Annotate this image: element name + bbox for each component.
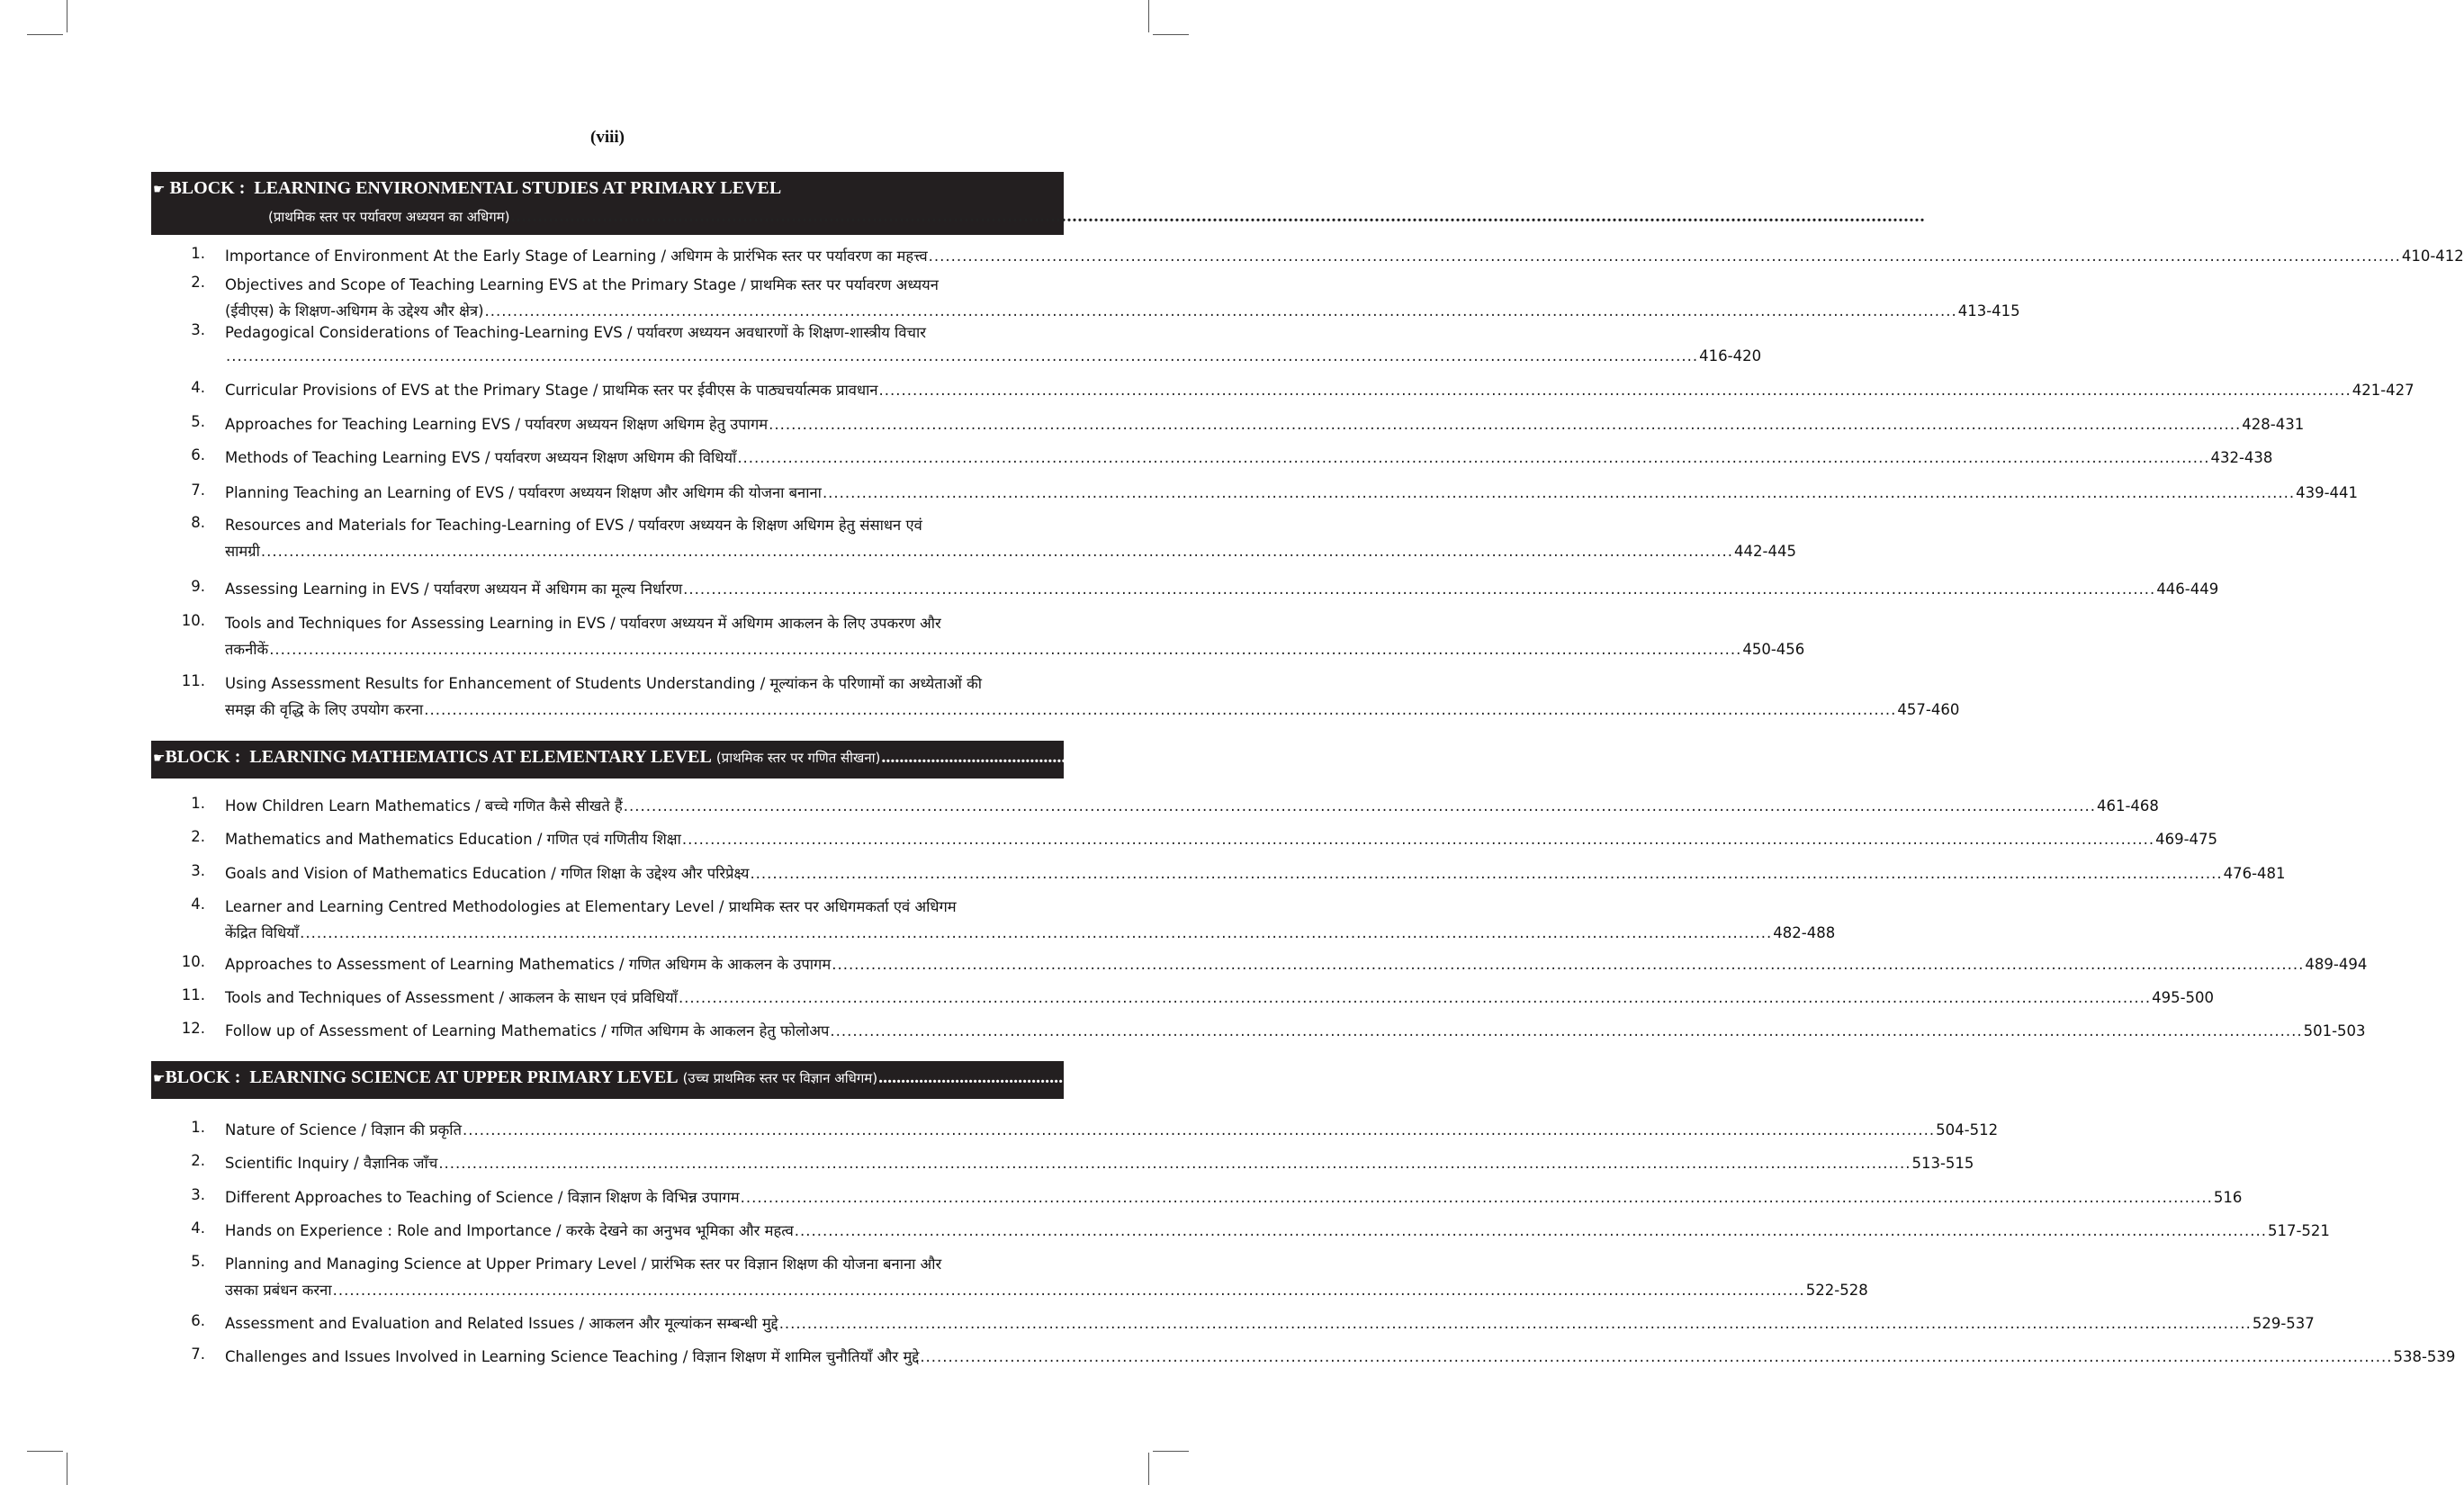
block-header	[151, 1061, 1201, 1099]
toc-entry[interactable]	[171, 795, 2159, 821]
entry-title: Mathematics and Mathematics Education / गणित एवं गणितीय शिक्षा	[225, 831, 681, 848]
block-subtitle-line	[268, 206, 1987, 227]
entry-title-line	[225, 1253, 1058, 1274]
toc-entry[interactable]	[171, 245, 2464, 271]
entry-title: Pedagogical Considerations of Teaching-Learning EVS / पर्यावरण अध्ययन अवधारणों के शिक्षण-शास्त्रीय विचार	[225, 324, 926, 341]
entry-title-line	[225, 922, 1836, 942]
toc-entry[interactable]	[171, 896, 1836, 948]
toc-entry[interactable]	[171, 1186, 2243, 1212]
entry-title-line	[225, 514, 1058, 535]
pointing-hand-icon: ☛	[153, 750, 166, 766]
entry-title: तकनीकें	[225, 641, 269, 658]
entry-title-line	[225, 1020, 2366, 1040]
leader-dots	[438, 1155, 1911, 1172]
entry-title-line	[225, 698, 1960, 719]
block-subtitle: (प्राथमिक स्तर पर पर्यावरण अध्ययन का अधिगम)	[268, 209, 510, 225]
entry-title: Follow up of Assessment of Learning Mathematics / गणित अधिगम के आकलन हेतु फोलोअप	[225, 1022, 830, 1040]
entry-title: Learner and Learning Centred Methodologies at Elementary Level / प्राथमिक स्तर पर अधिगमकर्ता एवं अधिगम	[225, 898, 957, 915]
crop-mark	[1153, 1451, 1189, 1452]
block-pages: 504-539	[1140, 1067, 1201, 1087]
crop-mark	[27, 34, 63, 35]
toc-entry[interactable]	[171, 1152, 1974, 1178]
toc-entry[interactable]	[171, 274, 2020, 326]
entry-pages: 410-412	[2401, 248, 2464, 265]
entry-pages: 482-488	[1773, 924, 1836, 941]
entry-pages: 439-441	[2296, 484, 2359, 501]
entry-pages: 516	[2213, 1189, 2243, 1206]
toc-entry[interactable]	[171, 379, 2415, 405]
leader-dots	[750, 865, 2222, 882]
entry-title: Planning Teaching an Learning of EVS / पर्यावरण अध्ययन शिक्षण और अधिगम की योजना बनाना	[225, 484, 822, 501]
entry-title: Planning and Managing Science at Upper Primary Level / प्रारंभिक स्तर पर विज्ञान शिक्षण की योजना बनाना और	[225, 1256, 942, 1273]
entry-title: (ईवीएस) के शिक्षण-अधिगम के उद्देश्य और क्षेत्र)	[225, 302, 484, 320]
entry-number: 4.	[191, 896, 205, 913]
block-title-line	[153, 747, 1204, 768]
entry-number: 3.	[191, 321, 205, 338]
entry-title-line	[225, 672, 1058, 693]
block-label: BLOCK :	[165, 1067, 241, 1087]
toc-entry[interactable]	[171, 612, 1805, 664]
entry-title: Importance of Environment At the Early Stage of Learning / अधिगम के प्रारंभिक स्तर पर पर्यावरण का महत्त्व	[225, 248, 928, 265]
block-title: LEARNING ENVIRONMENTAL STUDIES AT PRIMARY LEVEL	[254, 178, 782, 198]
entry-number: 1.	[191, 245, 205, 262]
crop-mark	[1153, 34, 1189, 35]
entry-number: 12.	[181, 1020, 205, 1037]
block-title: LEARNING SCIENCE AT UPPER PRIMARY LEVEL	[249, 1067, 679, 1087]
entry-title-line	[225, 321, 1058, 342]
entry-title-line	[225, 795, 2159, 815]
entry-title: Challenges and Issues Involved in Learning Science Teaching / विज्ञान शिक्षण में शामिल चुनौतियाँ और मुद्दे	[225, 1348, 920, 1365]
entry-title-line	[225, 828, 2218, 849]
entry-number: 5.	[191, 413, 205, 430]
pointing-hand-icon: ☛	[153, 181, 166, 197]
entry-title: Curricular Provisions of EVS at the Primary Stage / प्राथमिक स्तर पर ईवीएस के पाठ्यचर्यात्मक प्रावधान	[225, 382, 878, 399]
block-label: BLOCK :	[165, 747, 241, 767]
entry-pages: 495-500	[2152, 989, 2215, 1006]
entry-title: समझ की वृद्धि के लिए उपयोग करना	[225, 701, 424, 718]
entry-number: 6.	[191, 1312, 205, 1329]
entry-title: Approaches to Assessment of Learning Mathematics / गणित अधिगम के आकलन के उपागम	[225, 956, 832, 973]
leader-dots	[879, 382, 2352, 399]
block-header	[151, 741, 1204, 778]
leader-dots	[333, 1282, 1805, 1299]
page-number: (viii)	[590, 128, 625, 147]
entry-pages: 446-449	[2156, 580, 2219, 598]
entry-pages: 504-512	[1936, 1121, 1999, 1138]
block-pages: 461-503	[1143, 747, 1204, 767]
entry-title: Nature of Science / विज्ञान की प्रकृति	[225, 1121, 462, 1138]
entry-number: 10.	[181, 953, 205, 970]
leader-dots	[830, 1022, 2302, 1040]
toc-entry[interactable]	[171, 482, 2359, 508]
leader-dots: ..........................................................	[881, 747, 1143, 767]
entry-number: 5.	[191, 1253, 205, 1270]
entry-title-line	[225, 896, 1058, 916]
leader-dots	[920, 1348, 2392, 1365]
block-pages: 410-460	[1926, 206, 1987, 226]
entry-number: 2.	[191, 828, 205, 845]
entry-title-line	[225, 413, 2305, 434]
entry-pages: 432-438	[2210, 449, 2273, 466]
entry-pages: 501-503	[2303, 1022, 2366, 1040]
leader-dots	[929, 248, 2401, 265]
entry-pages: 421-427	[2352, 382, 2415, 399]
leader-dots	[424, 701, 1896, 718]
block-header	[151, 172, 1987, 235]
leader-dots	[683, 580, 2155, 598]
entry-title: उसका प्रबंधन करना	[225, 1282, 332, 1299]
entry-pages: 522-528	[1805, 1282, 1868, 1299]
entry-title-line	[225, 638, 1805, 659]
entry-title-line	[225, 300, 2020, 320]
entry-title: Assessing Learning in EVS / पर्यावरण अध्ययन में अधिगम का मूल्य निर्धारण	[225, 580, 683, 598]
entry-number: 4.	[191, 379, 205, 396]
entry-title-line	[225, 245, 2464, 266]
entry-title-line	[225, 578, 2219, 598]
entry-title: सामग्री	[225, 543, 260, 560]
entry-pages: 457-460	[1897, 701, 1960, 718]
entry-pages: 476-481	[2223, 865, 2286, 882]
entry-number: 2.	[191, 274, 205, 291]
crop-mark	[1148, 1453, 1149, 1485]
entry-pages: 450-456	[1742, 641, 1805, 658]
entry-title: केंद्रित विधियाँ	[225, 924, 300, 941]
entry-pages: 416-420	[1699, 347, 1762, 364]
leader-dots: ..........................................................	[878, 1067, 1140, 1087]
entry-number: 3.	[191, 862, 205, 879]
entry-title-line	[225, 986, 2215, 1007]
leader-dots	[741, 1189, 2213, 1206]
leader-dots	[300, 924, 1772, 941]
toc-entry[interactable]	[171, 446, 2273, 472]
toc-entry[interactable]	[171, 514, 1796, 566]
crop-mark	[27, 1451, 63, 1452]
entry-title: Tools and Techniques for Assessing Learning in EVS / पर्यावरण अध्ययन में अधिगम आकलन के लिए उपकरण और	[225, 615, 941, 632]
entry-title: Goals and Vision of Mathematics Education / गणित शिक्षा के उद्देश्य और परिप्रेक्ष्य	[225, 865, 750, 882]
toc-entry[interactable]	[171, 1253, 1868, 1305]
leader-dots	[795, 1222, 2267, 1239]
block-subtitle: (प्राथमिक स्तर पर गणित सीखना)	[715, 750, 881, 766]
entry-pages: 461-468	[2096, 797, 2159, 814]
entry-title: Resources and Materials for Teaching-Learning of EVS / पर्यावरण अध्ययन के शिक्षण अधिगम हेतु संसाधन एवं	[225, 517, 922, 534]
block-label: BLOCK :	[169, 178, 246, 198]
entry-title: Scientific Inquiry / वैज्ञानिक जाँच	[225, 1155, 438, 1172]
entry-number: 8.	[191, 514, 205, 531]
entry-number: 2.	[191, 1152, 205, 1169]
toc-entry[interactable]	[171, 1020, 2366, 1046]
entry-pages: 538-539	[2393, 1348, 2456, 1365]
entry-title-line	[225, 1152, 1974, 1173]
entry-number: 11.	[181, 986, 205, 1004]
leader-dots	[769, 416, 2241, 433]
entry-number: 4.	[191, 1220, 205, 1237]
entry-number: 7.	[191, 1346, 205, 1363]
entry-pages: 413-415	[1957, 302, 2020, 320]
leader-dots	[463, 1121, 1935, 1138]
toc-entry[interactable]	[171, 672, 1960, 724]
entry-title-line	[225, 1186, 2243, 1207]
leader-dots	[682, 831, 2154, 848]
entry-number: 7.	[191, 482, 205, 499]
entry-number: 1.	[191, 1119, 205, 1136]
entry-pages: 489-494	[2305, 956, 2368, 973]
leader-dots	[823, 484, 2295, 501]
entry-number: 11.	[181, 672, 205, 689]
entry-title: Objectives and Scope of Teaching Learning EVS at the Primary Stage / प्राथमिक स्तर पर पर्यावरण अध्ययन	[225, 276, 939, 293]
leader-dots	[226, 347, 1698, 364]
entry-pages: 513-515	[1911, 1155, 1974, 1172]
entry-title: Hands on Experience : Role and Importance / करके देखने का अनुभव भूमिका और महत्व	[225, 1222, 794, 1239]
crop-mark	[1148, 0, 1149, 32]
toc-entry[interactable]	[171, 1312, 2315, 1338]
entry-title: Methods of Teaching Learning EVS / पर्यावरण अध्ययन शिक्षण अधिगम की विधियाँ	[225, 449, 737, 466]
leader-dots	[485, 302, 1957, 320]
entry-title: Tools and Techniques of Assessment / आकलन के साधन एवं प्रविधियाँ	[225, 989, 678, 1006]
toc-entry[interactable]	[171, 1119, 1999, 1145]
entry-title: How Children Learn Mathematics / बच्चे गणित कैसे सीखते हैं	[225, 797, 623, 814]
entry-pages: 517-521	[2267, 1222, 2330, 1239]
entry-title-line	[225, 482, 2359, 502]
entry-title-line	[225, 1279, 1868, 1300]
entry-title-line	[225, 862, 2286, 883]
entry-title-line	[225, 1119, 1999, 1139]
toc-entry[interactable]	[171, 578, 2219, 604]
entry-pages: 469-475	[2155, 831, 2218, 848]
entry-pages: 442-445	[1734, 543, 1796, 560]
toc-entry[interactable]	[171, 986, 2215, 1012]
entry-pages: 428-431	[2242, 416, 2305, 433]
leader-dots	[624, 797, 2096, 814]
block-subtitle: (उच्च प्राथमिक स्तर पर विज्ञान अधिगम)	[682, 1070, 878, 1086]
entry-title: Approaches for Teaching Learning EVS / पर्यावरण अध्ययन शिक्षण अधिगम हेतु उपागम	[225, 416, 769, 433]
toc-entry[interactable]	[171, 828, 2218, 854]
entry-title: Assessment and Evaluation and Related Issues / आकलन और मूल्यांकन सम्बन्धी मुद्दे	[225, 1315, 778, 1332]
block-title-line	[153, 178, 781, 199]
entry-title-line	[225, 612, 1058, 633]
entry-title: Different Approaches to Teaching of Science / विज्ञान शिक्षण के विभिन्न उपागम	[225, 1189, 740, 1206]
pointing-hand-icon: ☛	[153, 1070, 166, 1086]
leader-dots	[269, 641, 1741, 658]
leader-dots	[737, 449, 2209, 466]
entry-number: 3.	[191, 1186, 205, 1203]
entry-title: Using Assessment Results for Enhancement of Students Understanding / मूल्यांकन के परिणामों का अध्येताओं की	[225, 675, 983, 692]
toc-entry[interactable]	[171, 953, 2368, 979]
leader-dots	[679, 989, 2151, 1006]
toc-entry[interactable]	[171, 321, 1762, 374]
toc-entry[interactable]	[171, 413, 2305, 439]
toc-entry[interactable]	[171, 1346, 2456, 1372]
block-title-line	[153, 1067, 1201, 1088]
entry-number: 10.	[181, 612, 205, 629]
entry-title-line	[225, 379, 2415, 400]
entry-title-line	[225, 1312, 2315, 1333]
entry-title-line	[225, 347, 1762, 364]
entry-title-line	[225, 540, 1796, 561]
toc-entry[interactable]	[171, 862, 2286, 888]
block-title: LEARNING MATHEMATICS AT ELEMENTARY LEVEL	[249, 747, 712, 767]
entry-title-line	[225, 1346, 2456, 1366]
entry-title-line	[225, 446, 2273, 467]
toc-entry[interactable]	[171, 1220, 2330, 1246]
entry-title-line	[225, 953, 2368, 974]
entry-number: 9.	[191, 578, 205, 595]
entry-number: 1.	[191, 795, 205, 812]
leader-dots	[832, 956, 2304, 973]
entry-title-line	[225, 274, 1058, 294]
leader-dots	[779, 1315, 2252, 1332]
entry-title-line	[225, 1220, 2330, 1240]
leader-dots	[261, 543, 1733, 560]
entry-number: 6.	[191, 446, 205, 464]
entry-pages: 529-537	[2252, 1315, 2315, 1332]
leader-dots	[511, 206, 1926, 227]
